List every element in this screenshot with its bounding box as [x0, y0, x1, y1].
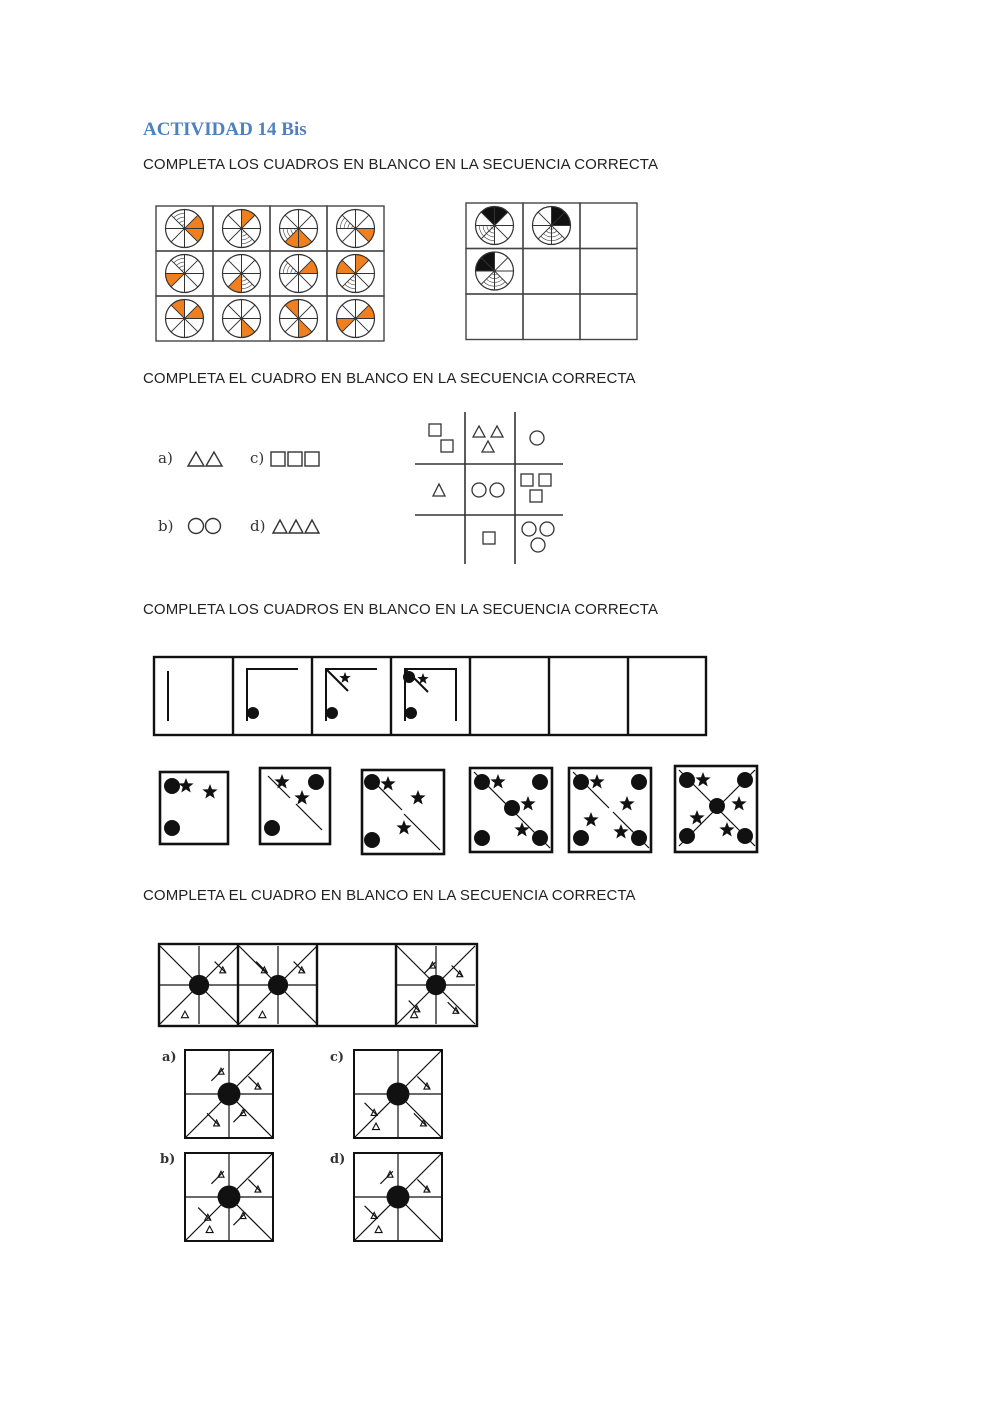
puzzle3-option-3: [362, 770, 444, 854]
p4-option-d-label: d): [330, 1152, 346, 1167]
puzzle4-tile-4: [397, 946, 475, 1024]
p4-option-a-label: a): [162, 1050, 177, 1065]
sector-wheel: [533, 207, 571, 245]
puzzle4-option-c: [354, 1050, 442, 1138]
puzzle4-tile-2: [239, 946, 317, 1024]
puzzle2-options: [155, 440, 335, 540]
instruction-3: COMPLETA LOS CUADROS EN BLANCO EN LA SECUENCIA CORRECTA: [143, 601, 659, 618]
puzzle4-options: [157, 1045, 457, 1250]
option-a-triangles: [188, 452, 222, 466]
option-a-label: a): [158, 449, 173, 467]
option-d-label: d): [250, 517, 266, 535]
sector-wheel: [166, 210, 204, 248]
sector-wheel: [166, 300, 204, 338]
sector-wheel: [476, 252, 514, 290]
puzzle3-options: [155, 762, 765, 860]
sector-wheel: [280, 300, 318, 338]
puzzle1-example-grid: [155, 205, 385, 343]
sector-wheel: [337, 255, 375, 293]
option-c-squares: [271, 452, 319, 466]
activity-title: ACTIVIDAD 14 Bis: [143, 119, 307, 140]
instruction-2: COMPLETA EL CUADRO EN BLANCO EN LA SECUENCIA CORRECTA: [143, 370, 636, 387]
puzzle3-option-6: [675, 766, 757, 852]
puzzle4-option-d: [354, 1153, 442, 1241]
option-d-triangles: [273, 520, 319, 533]
p4-option-c-label: c): [330, 1050, 345, 1065]
puzzle4-sequence: [157, 942, 479, 1028]
sector-wheel: [476, 207, 514, 245]
sector-wheel: [223, 300, 261, 338]
sector-wheel: [280, 255, 318, 293]
option-b-label: b): [158, 517, 174, 535]
sector-wheel: [280, 210, 318, 248]
puzzle3-option-1: [160, 772, 228, 844]
sector-wheel: [337, 300, 375, 338]
sector-wheel: [166, 255, 204, 293]
sector-wheel: [223, 255, 261, 293]
puzzle3-option-2: [260, 768, 330, 844]
option-c-label: c): [250, 449, 265, 467]
sector-wheel: [223, 210, 261, 248]
instruction-1: COMPLETA LOS CUADROS EN BLANCO EN LA SECUENCIA CORRECTA: [143, 156, 659, 173]
p4-option-b-label: b): [160, 1152, 176, 1167]
puzzle2-matrix: [415, 412, 565, 567]
puzzle4-option-b: [185, 1153, 273, 1241]
puzzle3-option-4: [470, 768, 552, 852]
puzzle4-tile-1: [160, 946, 238, 1024]
puzzle1-answer-grid: [465, 202, 641, 342]
puzzle3-sequence: [152, 655, 708, 739]
option-b-circles: [189, 519, 221, 534]
sector-wheel: [337, 210, 375, 248]
puzzle4-option-a: [185, 1050, 273, 1138]
instruction-4: COMPLETA EL CUADRO EN BLANCO EN LA SECUENCIA CORRECTA: [143, 887, 636, 904]
puzzle3-option-5: [569, 768, 651, 852]
